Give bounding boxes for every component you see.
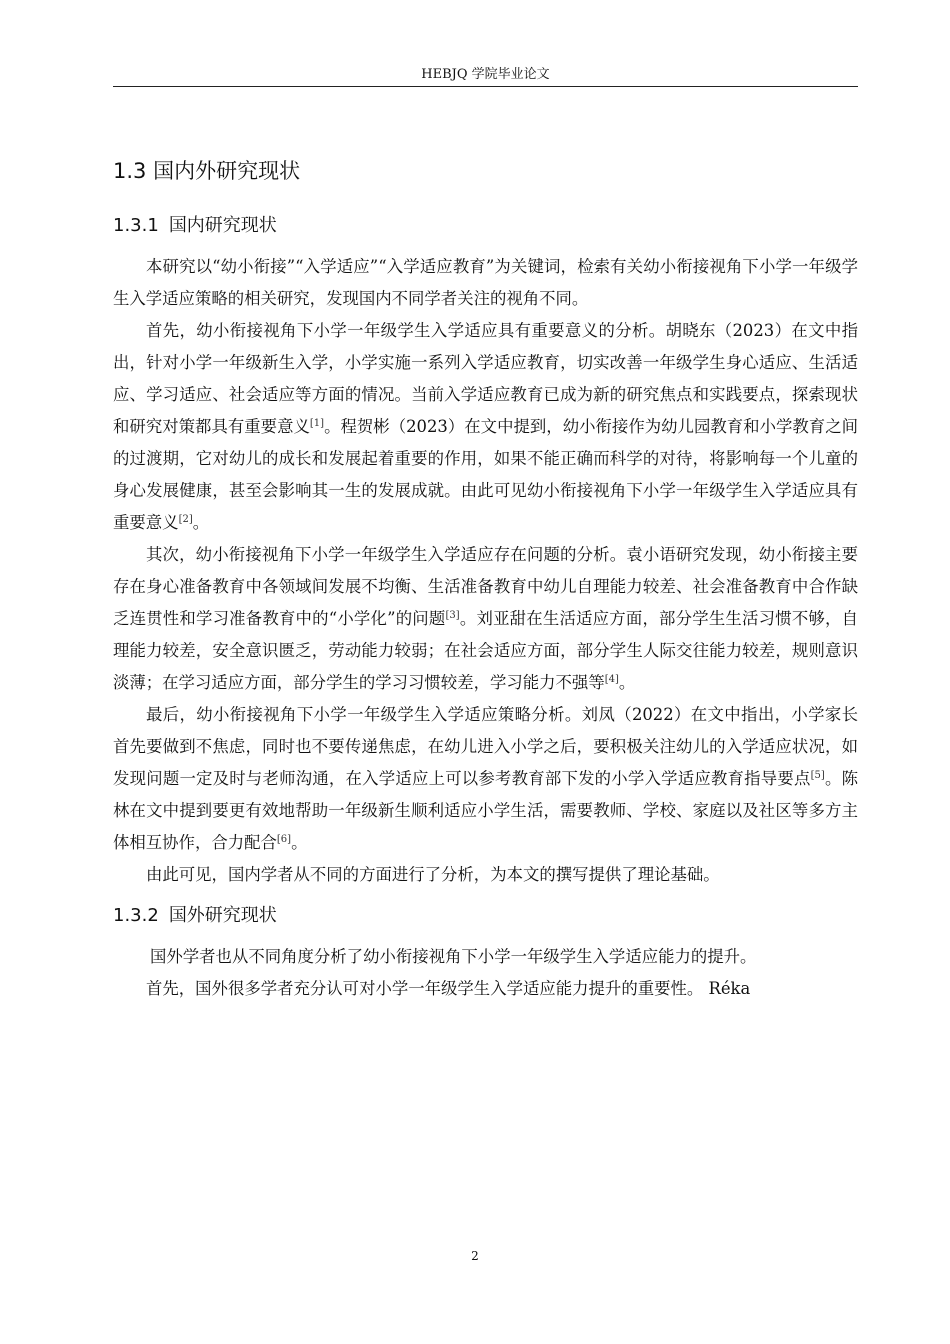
paragraph-text: 首先，幼小衔接视角下小学一年级学生入学适应具有重要意义的分析。胡晓东（2023）在文中指出，针对小学一年级新生入学，小学实施一系列入学适应教育，切实改善一年级学生身心适应、生活适应、学习适应、社会适应等方面的情况。当前入学适应教育已成为新的研究焦点和实践要点，探索现状和研究对策都具有重要意义 <box>113 321 858 436</box>
citation-ref: [4] <box>604 674 619 685</box>
paragraph-foreign-intro: 国外学者也从不同角度分析了幼小衔接视角下小学一年级学生入学适应能力的提升。 <box>150 947 757 966</box>
paragraph-problems <box>113 539 858 699</box>
paragraph-keywords: 本研究以“幼小衔接”“入学适应”“入学适应教育”为关键词，检索有关幼小衔接视角下小学一年级学生入学适应策略的相关研究，发现国内不同学者关注的视角不同。 <box>113 257 858 308</box>
header-title: HEBJQ 学院毕业论文 <box>421 67 550 82</box>
paragraph-text: 。 <box>291 833 308 852</box>
citation-ref: [6] <box>276 834 292 845</box>
paragraph-text: 。 <box>192 513 210 532</box>
paragraph-text: 。程贺彬（2023）在文中提到，幼小衔接作为幼儿园教育和小学教育之间的过渡期，它对幼儿的成长和发展起着重要的作用，如果不能正确而科学的对待，将影响每一个儿童的身心发展健康，甚至会影响其一生的发展成就。由此可见幼小衔接视角下小学一年级学生入学适应具有重要意义 <box>113 417 858 532</box>
page-body <box>113 155 858 1005</box>
subsection-title: 国外研究现状 <box>168 905 277 926</box>
page-header <box>113 66 858 87</box>
subsection-title: 国内研究现状 <box>168 215 277 236</box>
paragraph-text: 最后，幼小衔接视角下小学一年级学生入学适应策略分析。刘凤（2022）在文中指出，小学家长首先要做到不焦虑，同时也不要传递焦虑，在幼儿进入小学之后，要积极关注幼儿的入学适应状况，如发现问题一定及时与老师沟通，在入学适应上可以参考教育部下发的小学入学适应教育指导要点 <box>113 705 858 788</box>
paragraph-significance <box>113 315 858 539</box>
paragraph-text: 。 <box>618 673 636 692</box>
paragraph-text: 。陈林在文中提到要更有效地帮助一年级新生顺利适应小学生活，需要教师、学校、家庭以及社区等多方主体相互协作，合力配合 <box>113 769 859 852</box>
page-number: 2 <box>471 1249 479 1263</box>
paragraph-summary: 由此可见，国内学者从不同的方面进行了分析，为本文的撰写提供了理论基础。 <box>146 865 720 884</box>
subsection-heading-domestic <box>113 211 858 241</box>
citation-ref: [3] <box>445 610 460 621</box>
paragraph-foreign-first: 首先，国外很多学者充分认可对小学一年级学生入学适应能力提升的重要性。 Réka <box>146 979 751 998</box>
section-heading: 1.3 国内外研究现状 <box>113 159 301 183</box>
subsection-heading-foreign <box>113 901 858 931</box>
subsection-number: 1.3.2 <box>113 905 159 926</box>
citation-ref: [1] <box>309 418 325 429</box>
citation-ref: [2] <box>178 514 193 525</box>
paragraph-text: 其次，幼小衔接视角下小学一年级学生入学适应存在问题的分析。袁小语研究发现，幼小衔接主要存在身心准备教育中各领域间发展不均衡、生活准备教育中幼儿自理能力较差、社会准备教育中合作缺乏连贯性和学习准备教育中的“小学化”的问题 <box>113 545 858 628</box>
subsection-number: 1.3.1 <box>113 215 159 236</box>
citation-ref: [5] <box>810 770 825 781</box>
paragraph-text: 。刘亚甜在生活适应方面，部分学生生活习惯不够，自理能力较差，安全意识匮乏，劳动能力较弱；在社会适应方面，部分学生人际交往能力较差，规则意识淡薄；在学习适应方面，部分学生的学习习惯较差，学习能力不强等 <box>113 609 859 692</box>
paragraph-strategies <box>113 699 858 859</box>
